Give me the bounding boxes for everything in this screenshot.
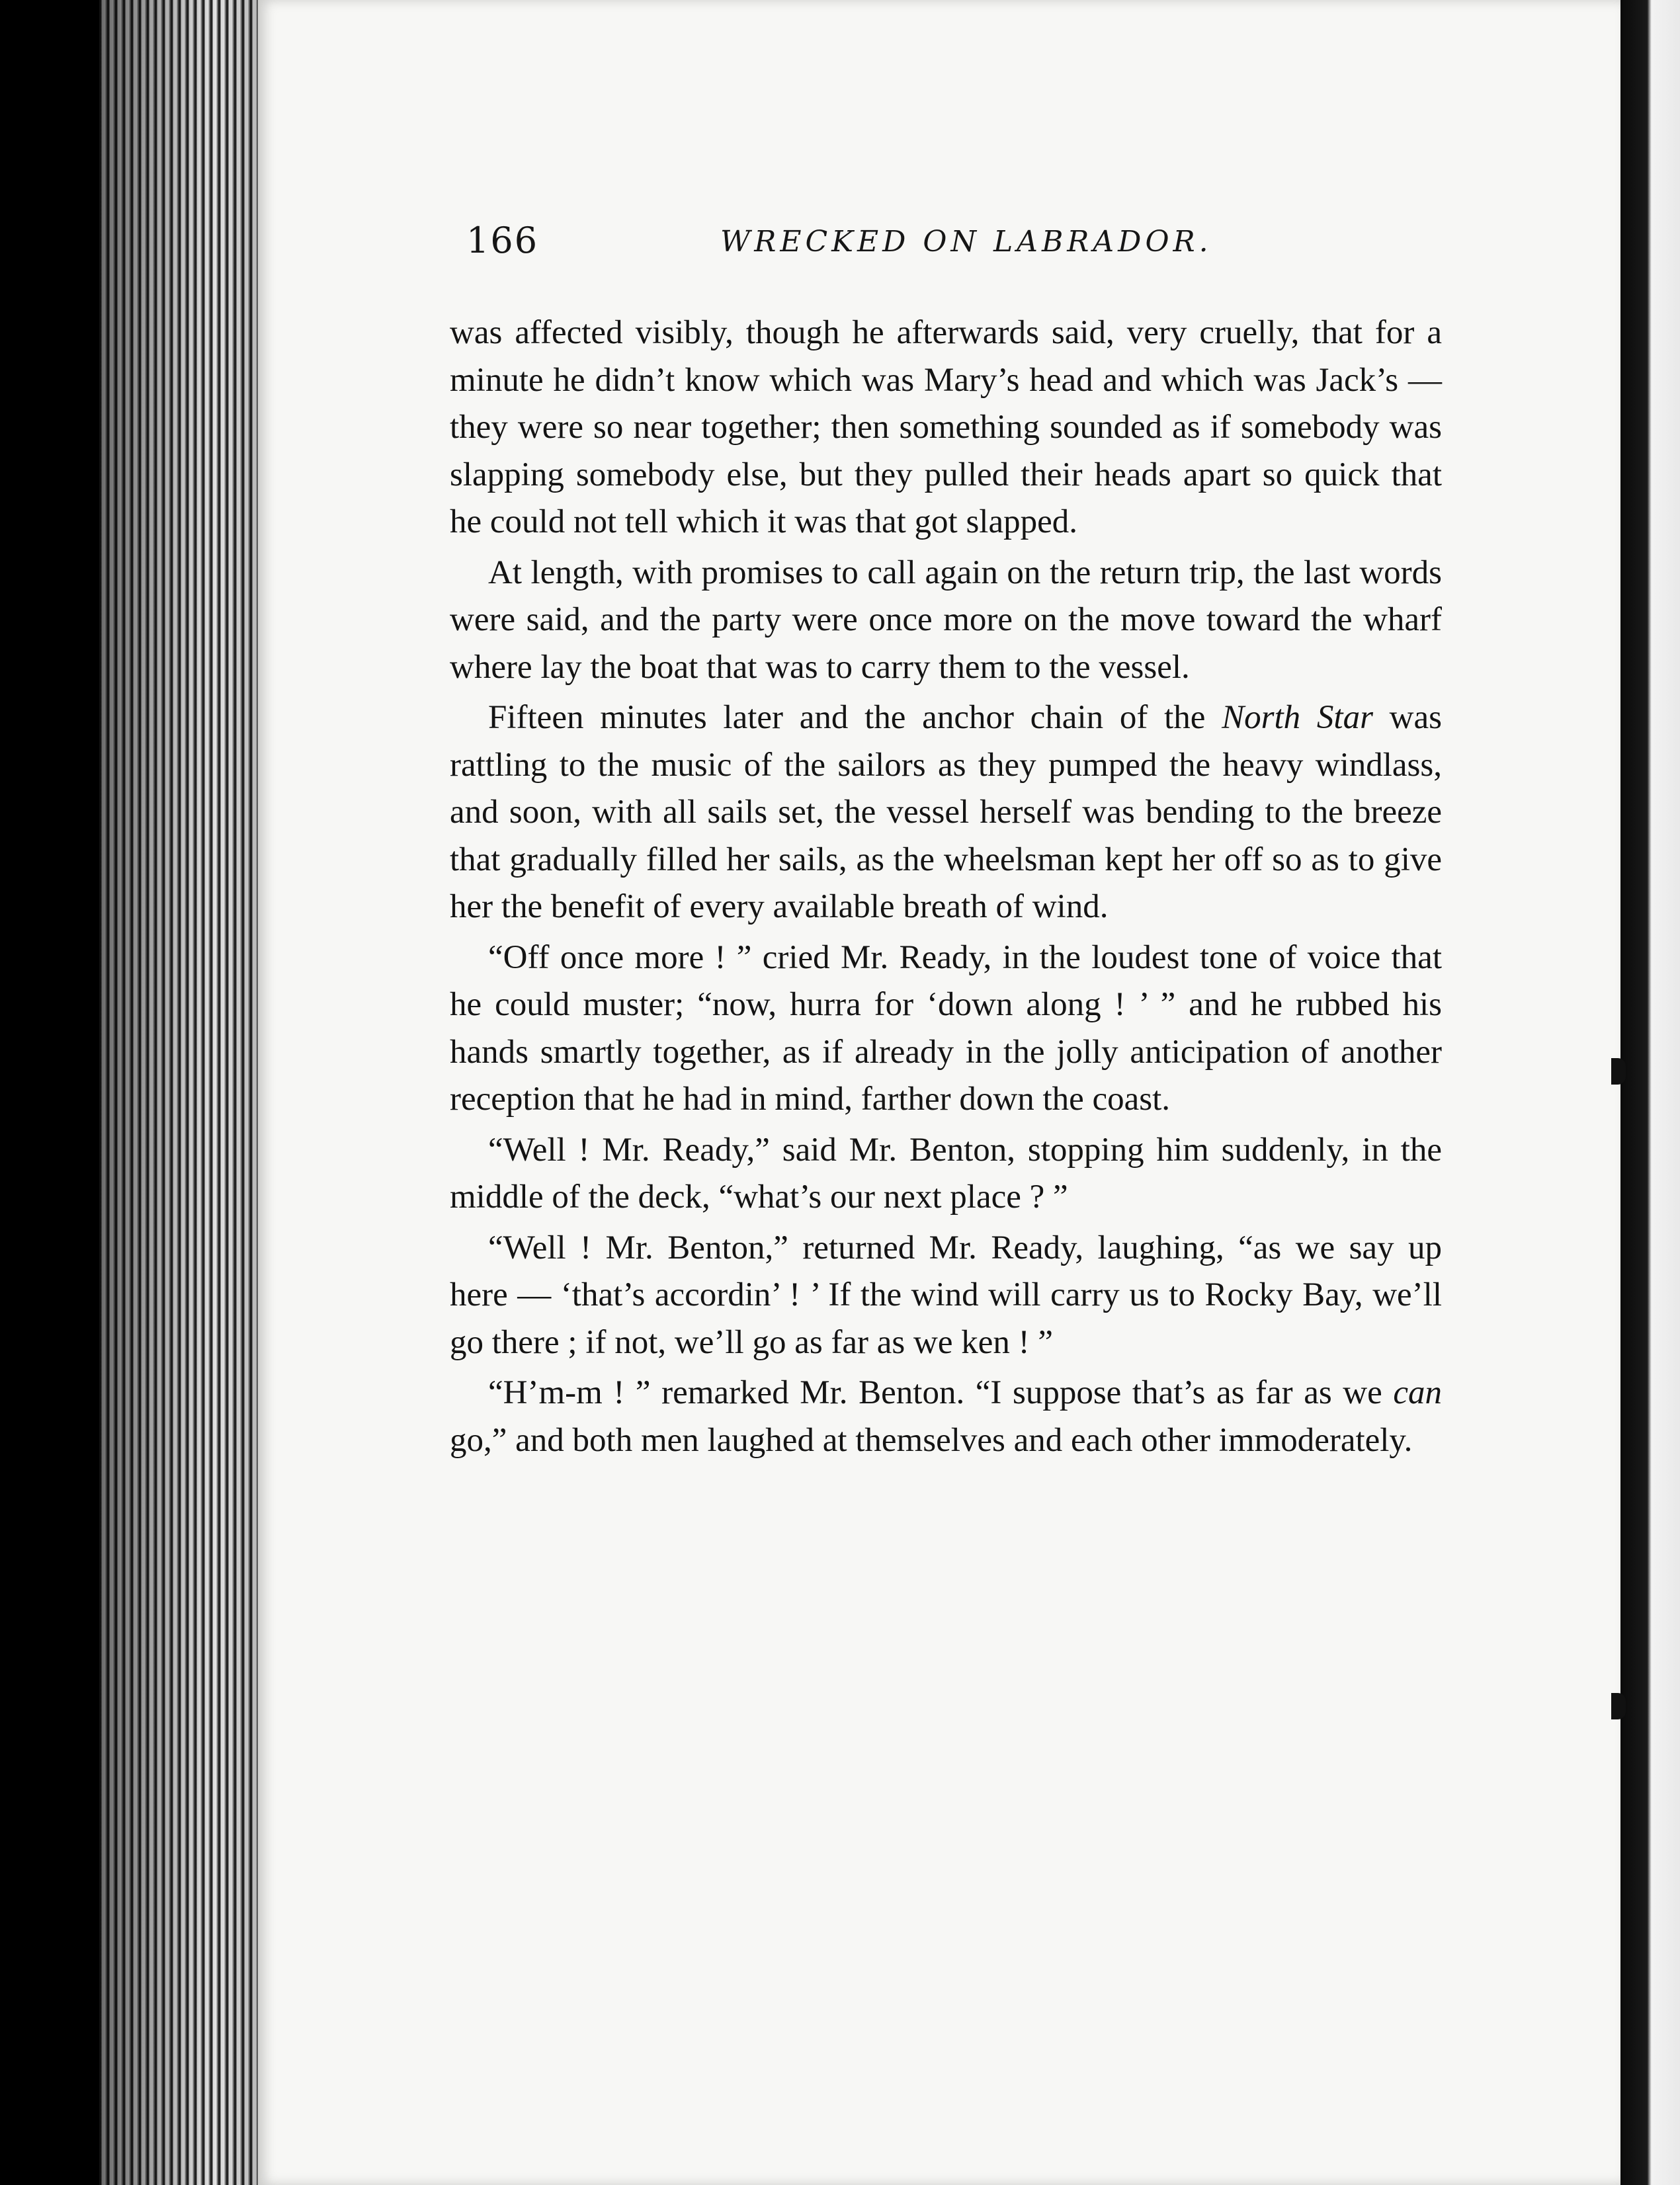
paragraph-text: go,” and both men laughed at themselves and each other immoderately.: [450, 1421, 1413, 1459]
italic-text: can: [1393, 1374, 1442, 1411]
paragraph-text: “Well ! Mr. Ready,” said Mr. Benton, stopping him suddenly, in the middle of the deck, “what’s our next place ? ”: [450, 1131, 1442, 1216]
facing-page-edge: [1620, 0, 1680, 2185]
page-stack-shadow: [99, 0, 265, 2185]
running-head: WRECKED ON LABRADOR.: [720, 225, 1212, 259]
italic-text: North Star: [1222, 699, 1373, 736]
paragraph-text: At length, with promises to call again on the return trip, the last words were said, and the party were once more on the move toward the wharf where lay the boat that was to carry them to the vessel.: [450, 554, 1442, 686]
paragraph-text: was rattling to the music of the sailors as they pumped the heavy windlass, and soon, with all sails set, the vessel herself was bending to the breeze that gradually filled her sails, as the wheelsman kept her off so as to give her the benefit of every available breath of wind.: [450, 699, 1442, 925]
page-header: [466, 220, 1306, 279]
paragraph-text: “Well ! Mr. Benton,” returned Mr. Ready, laughing, “as we say up here — ‘that’s accordin’ ! ’ If the wind will carry us to Rocky Bay, we’ll go there ; if not, we’ll go as far as we ken ! ”: [450, 1229, 1442, 1361]
paragraph: [450, 934, 1442, 1124]
page-number: 166: [466, 220, 539, 261]
paragraph: [450, 1127, 1442, 1221]
paragraph-text: was affected visibly, though he afterwards said, very cruelly, that for a minute he didn’t know which was Mary’s head and which was Jack’s — they were so near together; then something sounded as if somebody was slapping somebody else, but they pulled their heads apart so quick that he could not tell which it was that got slapped.: [450, 314, 1442, 540]
paragraph: [450, 1225, 1442, 1367]
paragraph: [450, 694, 1442, 931]
page-body-text: [450, 309, 1442, 1467]
paragraph-text: “Off once more ! ” cried Mr. Ready, in the loudest tone of voice that he could muster; “now, hurra for ‘down along ! ’ ” and he rubbed his hands smartly together, as if already in the jolly anticipation of another reception that he had in mind, farther down the coast.: [450, 938, 1442, 1118]
paragraph: [450, 550, 1442, 692]
page-edge-notch: [1611, 1058, 1626, 1085]
paragraph: [450, 1370, 1442, 1464]
paragraph-text: Fifteen minutes later and the anchor chain of the: [488, 699, 1222, 736]
page-edge-notch: [1611, 1693, 1626, 1719]
paragraph: [450, 309, 1442, 546]
paragraph-text: “H’m-m ! ” remarked Mr. Benton. “I suppose that’s as far as we: [488, 1374, 1394, 1411]
